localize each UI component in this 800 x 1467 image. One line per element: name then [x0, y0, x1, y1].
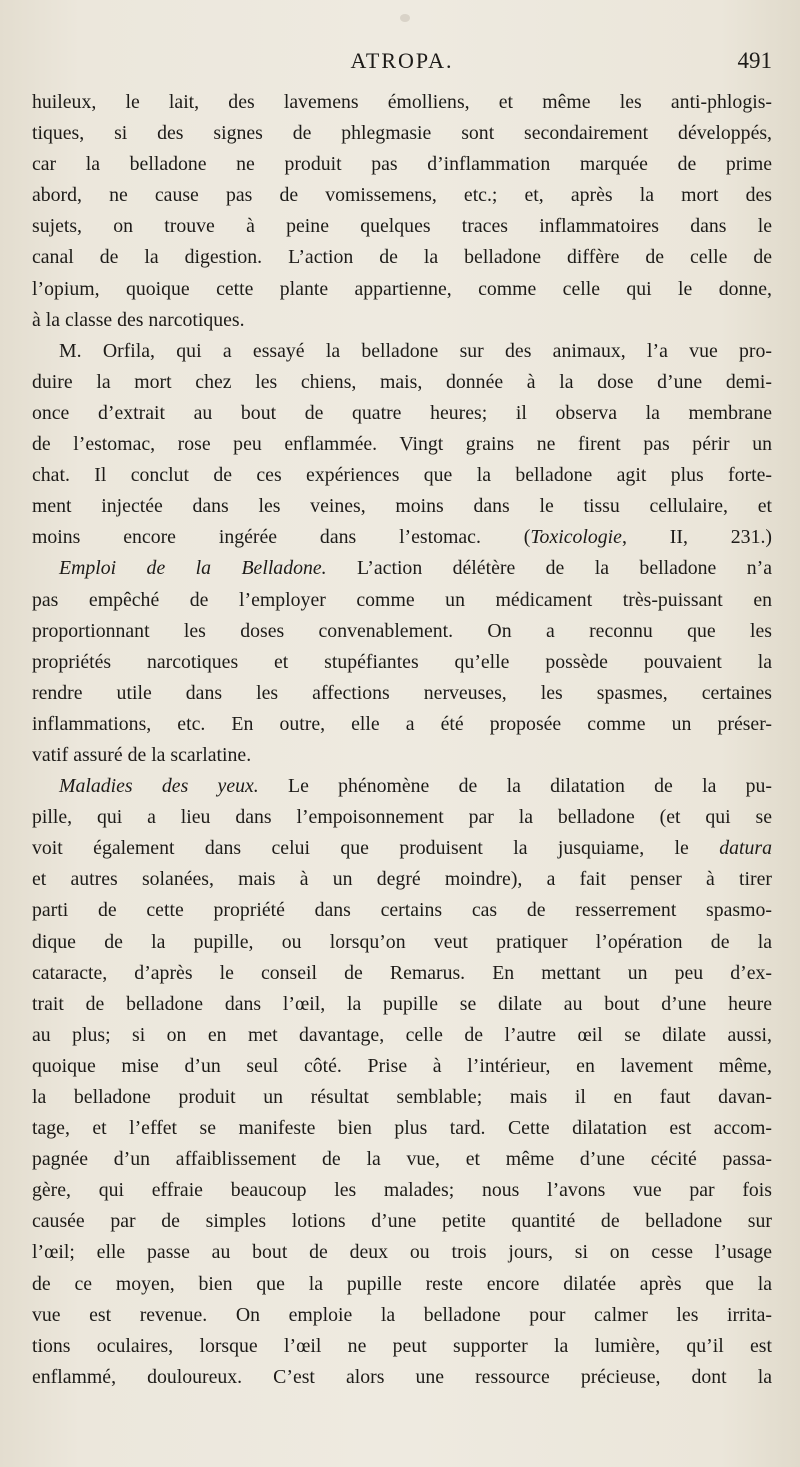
text-run: L’action délétère de la belladone n’a — [326, 557, 772, 580]
text-line: proportionnant les doses convenablement. On a reconnu que les — [32, 619, 772, 642]
text-line: vue est revenue. On emploie la belladone pour calmer les irrita- — [32, 1303, 772, 1326]
body-text — [32, 87, 772, 1393]
text-line: tions oculaires, lorsque l’œil ne peut supporter la lumière, qu’il est — [32, 1334, 772, 1357]
text-line — [32, 553, 772, 584]
text-line: chat. Il conclut de ces expériences que la belladone agit plus forte- — [32, 464, 772, 487]
italic-term: datura — [719, 837, 772, 860]
text-line: au plus; si on en met davantage, celle de l’autre œil se dilate aussi, — [32, 1023, 772, 1046]
text-line — [32, 522, 772, 553]
text-line: tage, et l’effet se manifeste bien plus tard. Cette dilatation est accom- — [32, 1117, 772, 1140]
text-line: tiques, si des signes de phlegmasie sont secondairement développés, — [32, 122, 772, 145]
text-line: quoique mise d’un seul côté. Prise à l’intérieur, en lavement même, — [32, 1054, 772, 1077]
text-line: cataracte, d’après le conseil de Remarus. En mettant un peu d’ex- — [32, 961, 772, 984]
text-line: sujets, on trouve à peine quelques traces inflammatoires dans le — [32, 215, 772, 238]
text-line: l’opium, quoique cette plante appartienne, comme celle qui le donne, — [32, 277, 772, 300]
text-line: car la belladone ne produit pas d’inflammation marquée de prime — [32, 153, 772, 176]
text-line: propriétés narcotiques et stupéfiantes qu’elle possède pouvaient la — [32, 650, 772, 673]
text-line — [32, 833, 772, 864]
text-line: à la classe des narcotiques. — [32, 308, 245, 331]
text-line: la belladone produit un résultat semblable; mais il en faut davan- — [32, 1086, 772, 1108]
text-line: de ce moyen, bien que la pupille reste encore dilatée après que la — [32, 1272, 772, 1295]
paragraph-2 — [32, 336, 772, 554]
text-line: causée par de simples lotions d’une petite quantité de belladone sur — [32, 1210, 772, 1233]
text-line: duire la mort chez les chiens, mais, donnée à la dose d’une demi- — [32, 370, 772, 393]
citation-title: Toxicologie — [530, 526, 622, 549]
text-line: trait de belladone dans l’œil, la pupille se dilate au bout d’une heure — [32, 992, 772, 1015]
text-run: Le phénomène de la dilatation de la pu- — [258, 775, 772, 798]
text-line: de l’estomac, rose peu enflammée. Vingt grains ne firent pas périr un — [32, 433, 772, 456]
paragraph-3 — [32, 553, 772, 771]
paragraph-4 — [32, 771, 772, 1393]
text-line: ment injectée dans les veines, moins dans le tissu cellulaire, et — [32, 495, 772, 518]
text-line: huileux, le lait, des lavemens émolliens, et même les anti-phlogis- — [32, 91, 772, 113]
text-line: vatif assuré de la scarlatine. — [32, 743, 252, 766]
paragraph-1 — [32, 87, 772, 336]
text-line: inflammations, etc. En outre, elle a été proposée comme un préser- — [32, 712, 772, 735]
text-run: moins encore ingérée dans l’estomac. ( — [32, 526, 531, 549]
text-run: voit également dans celui que produisent la jusquiame, le — [32, 837, 720, 860]
section-heading: Emploi de la Belladone. — [59, 557, 327, 580]
text-line: l’œil; elle passe au bout de deux ou trois jours, si on cesse l’usage — [32, 1241, 772, 1264]
text-line: rendre utile dans les affections nerveuses, les spasmes, certaines — [32, 681, 772, 704]
text-line: pagnée d’un affaiblissement de la vue, et même d’une cécité passa- — [32, 1148, 772, 1171]
text-line: abord, ne cause pas de vomissemens, etc.; et, après la mort des — [32, 184, 772, 207]
text-line: pille, qui a lieu dans l’empoisonnement par la belladone (et qui se — [32, 806, 772, 829]
ink-smudge — [400, 14, 410, 22]
text-line: once d’extrait au bout de quatre heures; il observa la membrane — [32, 401, 772, 424]
running-title: ATROPA. — [350, 48, 454, 73]
text-line — [32, 771, 772, 802]
text-line: M. Orfila, qui a essayé la belladone sur des animaux, l’a vue pro- — [59, 339, 772, 362]
section-heading: Maladies des yeux. — [59, 775, 259, 798]
text-line: gère, qui effraie beaucoup les malades; nous l’avons vue par fois — [32, 1179, 772, 1202]
text-line: parti de cette propriété dans certains cas de resserrement spasmo- — [32, 899, 772, 922]
text-line: pas empêché de l’employer comme un médicament très-puissant en — [32, 588, 772, 611]
text-line: canal de la digestion. L’action de la belladone diffère de celle de — [32, 246, 772, 269]
text-line: enflammé, douloureux. C’est alors une ressource précieuse, dont la — [32, 1365, 772, 1388]
text-line: et autres solanées, mais à un degré moindre), a fait penser à tirer — [32, 868, 772, 891]
text-line: dique de la pupille, ou lorsqu’on veut pratiquer l’opération de la — [32, 930, 772, 953]
page-number: 491 — [737, 48, 772, 73]
page-header — [32, 48, 772, 84]
text-run: , II, 231.) — [621, 526, 772, 549]
